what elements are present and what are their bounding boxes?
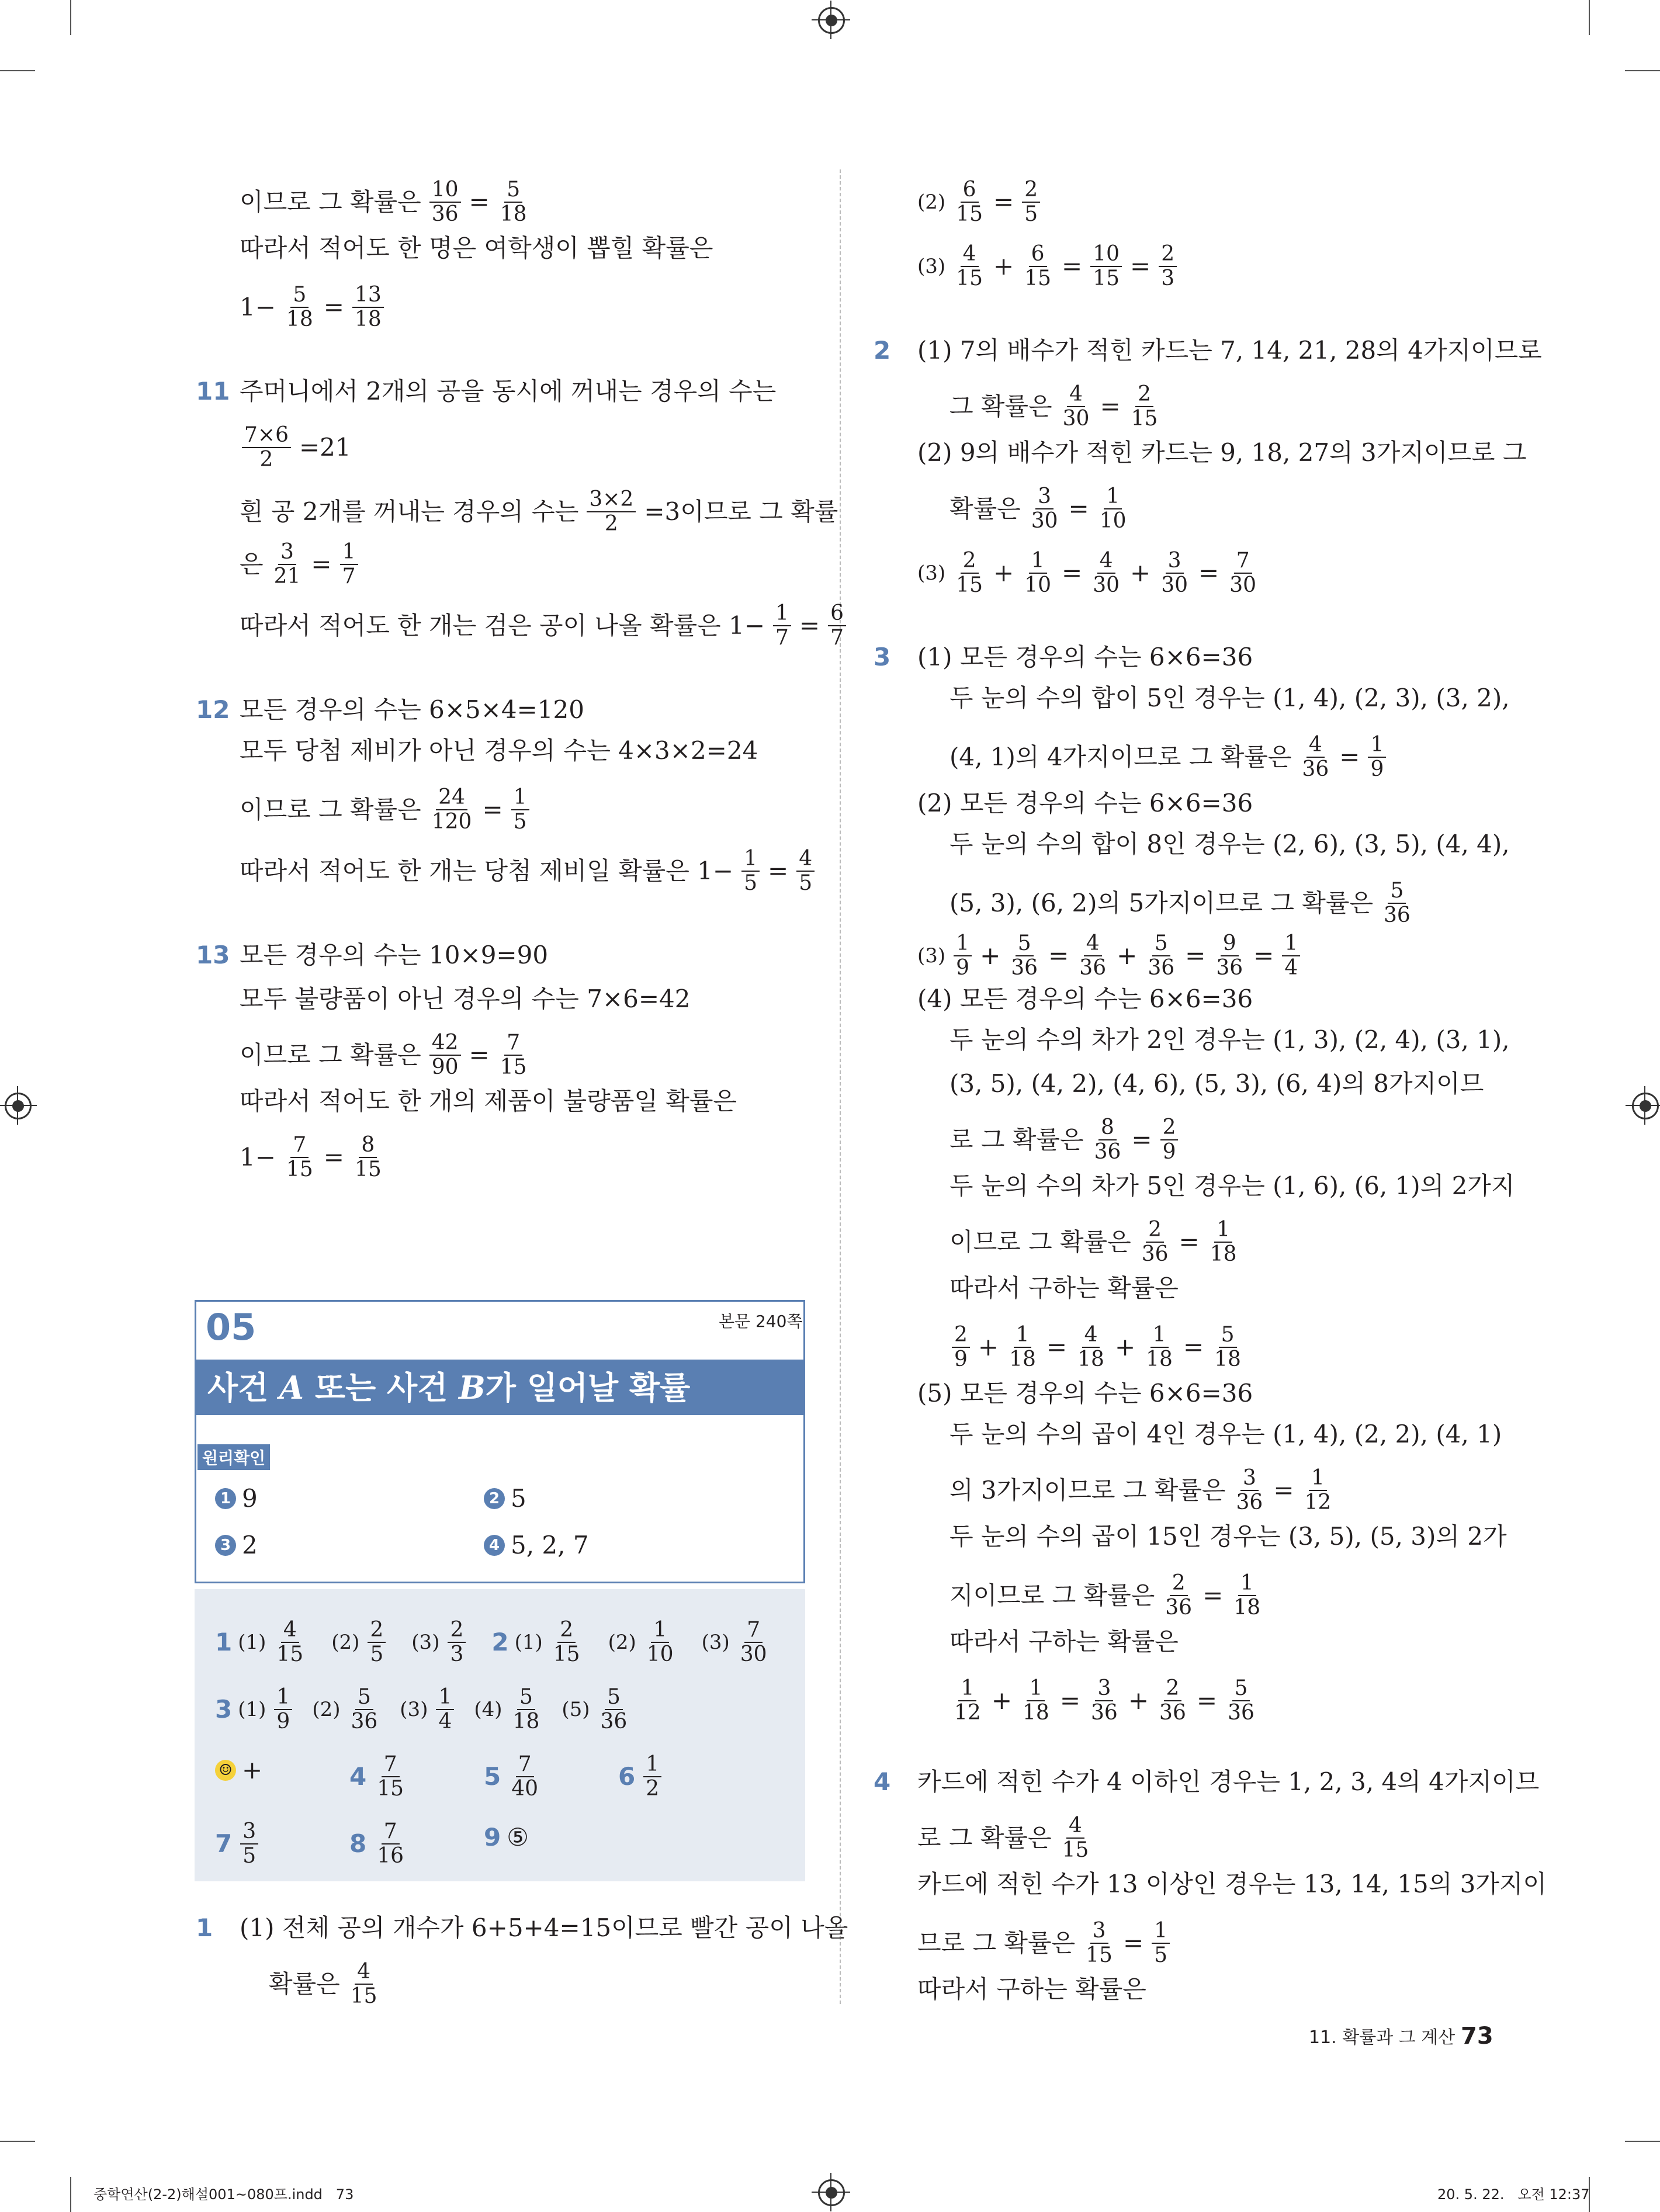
text-line: $\frac{2}{9}$ + $\frac{1}{18}$ = $\frac{4}{18}$ + $\frac{1}{18}$ = $\frac{5}{18}$ (949, 1323, 1246, 1371)
text-line: 이므로 그 확률은 $\frac{42}{90}$ = $\frac{7}{15}$ (240, 1031, 527, 1079)
text-line: 따라서 구하는 확률은 (917, 1975, 1146, 2003)
text-line: 그 확률은 $\frac{4}{30}$ = $\frac{2}{15}$ (949, 382, 1158, 431)
text-line: 두 눈의 수의 합이 5인 경우는 (1, 4), (2, 3), (3, 2), (949, 684, 1510, 712)
print-date: 20. 5. 22. 오전 12:37 (1437, 2186, 1590, 2203)
problem-number: 11 (196, 377, 230, 405)
text-line: 확률은 $\frac{4}{15}$ (269, 1960, 377, 2008)
text-line: 므로 그 확률은 $\frac{3}{15}$ = $\frac{1}{5}$ (917, 1919, 1172, 1967)
text-line: $\frac{1}{12}$ + $\frac{1}{18}$ = $\frac{3}{36}$ + $\frac{2}{36}$ = $\frac{5}{36}$ (954, 1676, 1254, 1725)
text-line: 은 $\frac{3}{21}$ = $\frac{1}{7}$ (240, 540, 361, 588)
problem-number: 3 (874, 643, 891, 671)
answer-row: 5 $\frac{7}{40}$ (484, 1752, 539, 1801)
text-line: (4) 모든 경우의 수는 6×6=36 (917, 984, 1253, 1013)
crop-mark (70, 2177, 71, 2212)
problem-number: 4 (874, 1767, 891, 1796)
text-line: 모든 경우의 수는 6×5×4=120 (240, 695, 584, 724)
text-line: 이므로 그 확률은 $\frac{2}{36}$ = $\frac{1}{18}$ (949, 1218, 1237, 1266)
answer-row: 6 $\frac{1}{2}$ (618, 1753, 664, 1801)
concept-item: 1 9 (215, 1481, 258, 1516)
crop-mark (70, 0, 71, 35)
problem-number: 13 (196, 941, 230, 969)
chapter-title: 11. 확률과 그 계산 (1309, 2027, 1455, 2048)
crop-mark (1589, 0, 1590, 35)
text-line: 따라서 적어도 한 개의 제품이 불량품일 확률은 (240, 1087, 737, 1115)
text-line: 모두 당첨 제비가 아닌 경우의 수는 4×3×2=24 (240, 736, 758, 765)
answer-row: ☺ + (215, 1753, 262, 1788)
text-line: 1− $\frac{7}{15}$ = $\frac{8}{15}$ (240, 1133, 382, 1181)
text-line: 두 눈의 수의 차가 5인 경우는 (1, 6), (6, 1)의 2가지 (949, 1171, 1515, 1200)
crop-mark (1625, 70, 1660, 71)
concept-item: 2 5 (484, 1481, 526, 1516)
text-line: (2) $\frac{6}{15}$ = $\frac{2}{5}$ (917, 178, 1042, 226)
text-line: (3) $\frac{1}{9}$ + $\frac{5}{36}$ = $\frac{4}{36}$ + $\frac{5}{36}$ = $\frac{9}{36}$ = $\frac{1}{4}$ (917, 932, 1302, 980)
text-line: 따라서 적어도 한 개는 검은 공이 나올 확률은 1− $\frac{1}{7}$ = $\frac{6}{7}$ (240, 602, 848, 650)
crop-mark (0, 70, 35, 71)
text-line: (2) 9의 배수가 적힌 카드는 9, 18, 27의 3가지이므로 그 (917, 438, 1527, 467)
text-line: (5) 모든 경우의 수는 6×6=36 (917, 1379, 1253, 1407)
text-line: $\frac{7\times 6}{2}$ =21 (240, 424, 351, 471)
page-reference: 본문 240쪽 (719, 1312, 803, 1331)
text-line: 따라서 구하는 확률은 (949, 1274, 1179, 1302)
text-line: 로 그 확률은 $\frac{8}{36}$ = $\frac{2}{9}$ (949, 1116, 1180, 1164)
page-number: 73 (1461, 2023, 1493, 2050)
text-line: 두 눈의 수의 곱이 4인 경우는 (1, 4), (2, 2), (4, 1) (949, 1420, 1502, 1448)
problem-number: 2 (874, 336, 891, 365)
section-number: 05 (206, 1306, 257, 1348)
text-line: 1− $\frac{5}{18}$ = $\frac{13}{18}$ (240, 283, 386, 331)
answer-row: 7 $\frac{3}{5}$ (215, 1820, 261, 1868)
concept-item: 4 5, 2, 7 (484, 1528, 589, 1563)
text-line: 이므로 그 확률은 $\frac{24}{120}$ = $\frac{1}{5}$ (240, 786, 532, 834)
text-line: 지이므로 그 확률은 $\frac{2}{36}$ = $\frac{1}{18}$ (949, 1571, 1261, 1620)
text-line: 흰 공 2개를 꺼내는 경우의 수는 $\frac{3\times 2}{2}$ =3이므로 그 확률 (240, 487, 838, 536)
text-line: (2) 모든 경우의 수는 6×6=36 (917, 789, 1253, 817)
text-line: (3) $\frac{2}{15}$ + $\frac{1}{10}$ = $\frac{4}{30}$ + $\frac{3}{30}$ = $\frac{7}{30}$ (917, 549, 1257, 597)
smile-icon: ☺ (215, 1760, 236, 1781)
text-line: 확률은 $\frac{3}{30}$ = $\frac{1}{10}$ (949, 484, 1127, 533)
text-line: (3, 5), (4, 2), (4, 6), (5, 3), (6, 4)의 8가지이므 (949, 1069, 1484, 1098)
text-line: 두 눈의 수의 차가 2인 경우는 (1, 3), (2, 4), (3, 1), (949, 1025, 1510, 1054)
concept-item: 3 2 (215, 1528, 258, 1563)
file-name: 중학연산(2-2)해설001~080프.indd 73 (93, 2186, 354, 2203)
text-line: 두 눈의 수의 합이 8인 경우는 (2, 6), (3, 5), (4, 4), (949, 830, 1510, 858)
answer-row: 1 (1) $\frac{4}{15}$ (2) $\frac{2}{5}$ (3) $\frac{2}{3}$ 2 (1) $\frac{2}{15}$ (2) $\frac{1}{10}$ (3) $\frac{7}{30}$ (215, 1618, 767, 1666)
text-line: 의 3가지이므로 그 확률은 $\frac{3}{36}$ = $\frac{1}{12}$ (949, 1466, 1332, 1514)
registration-mark-icon (818, 7, 845, 34)
text-line: 따라서 적어도 한 명은 여학생이 뽑힐 확률은 (240, 234, 713, 262)
text-line: 모든 경우의 수는 10×9=90 (240, 941, 549, 969)
text-line: 주머니에서 2개의 공을 동시에 꺼내는 경우의 수는 (240, 377, 777, 405)
answer-row: 8 $\frac{7}{16}$ (349, 1819, 404, 1868)
text-line: 모두 불량품이 아닌 경우의 수는 7×6=42 (240, 984, 691, 1013)
text-line: (1) 전체 공의 개수가 6+5+4=15이므로 빨간 공이 나올 (240, 1913, 848, 1942)
text-line: 로 그 확률은 $\frac{4}{15}$ (917, 1814, 1089, 1862)
text-line: (1) 모든 경우의 수는 6×6=36 (917, 643, 1253, 671)
text-line: (1) 7의 배수가 적힌 카드는 7, 14, 21, 28의 4가지이므로 (917, 336, 1542, 365)
registration-mark-icon (818, 2179, 845, 2206)
text-line: (5, 3), (6, 2)의 5가지이므로 그 확률은 $\frac{5}{36}$ (949, 879, 1411, 927)
concept-badge: 원리확인 (197, 1444, 270, 1470)
crop-mark (1625, 2141, 1660, 2142)
text-line: (3) $\frac{4}{15}$ + $\frac{6}{15}$ = $\frac{10}{15}$ = $\frac{2}{3}$ (917, 242, 1179, 290)
text-line: 카드에 적힌 수가 13 이상인 경우는 13, 14, 15의 3가지이 (917, 1870, 1547, 1898)
text-line: 따라서 적어도 한 개는 당첨 제비일 확률은 1− $\frac{1}{5}$ = $\frac{4}{5}$ (240, 847, 817, 895)
registration-mark-icon (5, 1093, 32, 1119)
problem-number: 12 (196, 695, 230, 724)
answer-row: 3 (1) $\frac{1}{9}$ (2) $\frac{5}{36}$ (3) $\frac{1}{4}$ (4) $\frac{5}{18}$ (5) $\frac{5}{36}$ (215, 1685, 628, 1733)
text-line: 두 눈의 수의 곱이 15인 경우는 (3, 5), (5, 3)의 2가 (949, 1522, 1507, 1551)
text-line: 이므로 그 확률은 $\frac{10}{36}$ = $\frac{5}{18}$ (240, 178, 527, 226)
column-divider (840, 169, 841, 2004)
registration-mark-icon (1632, 1093, 1659, 1119)
text-line: (4, 1)의 4가지이므로 그 확률은 $\frac{4}{36}$ = $\frac{1}{9}$ (949, 733, 1388, 781)
section-title: 사건 A 또는 사건 B가 일어날 확률 (207, 1369, 691, 1406)
answer-row: 4 $\frac{7}{15}$ (349, 1752, 404, 1801)
answer-row: 9 ⑤ (484, 1823, 529, 1852)
text-line: 따라서 구하는 확률은 (949, 1627, 1179, 1656)
crop-mark (0, 2141, 35, 2142)
text-line: 카드에 적힌 수가 4 이하인 경우는 1, 2, 3, 4의 4가지이므 (917, 1767, 1540, 1796)
problem-number: 1 (196, 1913, 213, 1942)
